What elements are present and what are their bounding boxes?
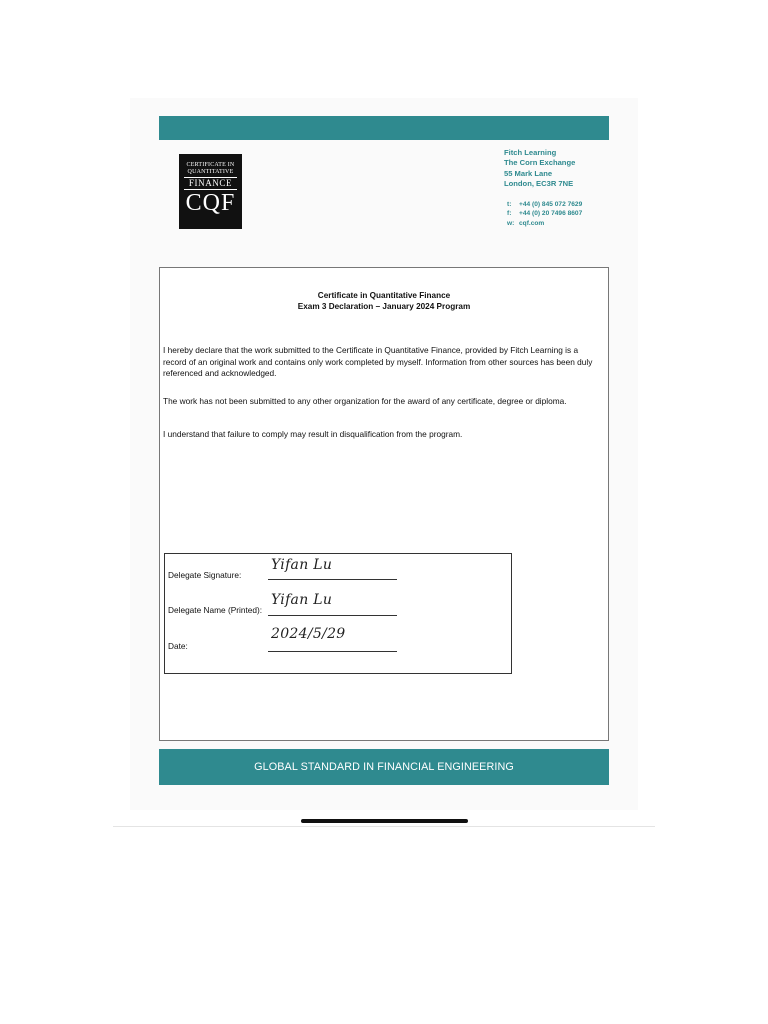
- contact-value: cqf.com: [519, 219, 545, 227]
- name-line: [268, 615, 397, 616]
- contact-block: [507, 200, 582, 228]
- name-label: Delegate Name (Printed):: [168, 605, 263, 615]
- name-handwriting: Yifan Lu: [271, 592, 333, 608]
- header-band: [159, 116, 609, 140]
- address-line: The Corn Exchange: [504, 158, 576, 168]
- logo-line-finance: FINANCE: [184, 177, 237, 190]
- contact-web: [507, 219, 582, 228]
- contact-key: f:: [507, 210, 512, 218]
- logo-wordmark: CQF: [185, 190, 236, 216]
- contact-key: w:: [507, 219, 515, 227]
- logo-line-certificate: CERTIFICATE IN: [186, 162, 235, 168]
- address-line: London, EC3R 7NE: [504, 178, 574, 188]
- signature-line: [268, 579, 397, 580]
- declaration-paragraph-3: I understand that failure to comply may result in disqualification from the program.: [163, 429, 463, 439]
- logo-line-quantitative: QUANTITATIVE: [187, 169, 234, 175]
- footer-band: [159, 749, 609, 785]
- declaration-paragraph-1: I hereby declare that the work submitted to the Certificate in Quantitative Finance, provided by Fitch Learning is a record of an original work and contains only work completed by myself. Information from other sources has been duly referenced and acknowledged.: [163, 345, 593, 379]
- address-org: Fitch Learning: [504, 148, 557, 157]
- contact-phone: [507, 200, 582, 209]
- footer-tagline: GLOBAL STANDARD IN FINANCIAL ENGINEERING: [254, 761, 514, 773]
- declaration-paragraph-2: The work has not been submitted to any other organization for the award of any certificate, degree or diploma.: [163, 396, 567, 406]
- contact-value: +44 (0) 845 072 7629: [519, 201, 583, 208]
- signature-label: Delegate Signature:: [168, 570, 242, 580]
- address-block: [504, 148, 575, 189]
- declaration-title: [159, 290, 609, 312]
- declaration-subheading: Exam 3 Declaration – January 2024 Program: [297, 302, 471, 311]
- divider: [113, 826, 655, 827]
- date-handwriting: 2024/5/29: [271, 626, 346, 642]
- home-indicator[interactable]: [301, 819, 468, 823]
- contact-fax: [507, 209, 582, 218]
- contact-value: +44 (0) 20 7496 8607: [519, 210, 583, 218]
- contact-key: t:: [507, 201, 512, 208]
- date-line: [268, 651, 397, 652]
- cqf-logo: [179, 154, 242, 229]
- declaration-heading: Certificate in Quantitative Finance: [317, 291, 451, 300]
- date-label: Date:: [168, 641, 188, 651]
- address-line: 55 Mark Lane: [504, 168, 553, 178]
- signature-handwriting: Yifan Lu: [271, 557, 333, 573]
